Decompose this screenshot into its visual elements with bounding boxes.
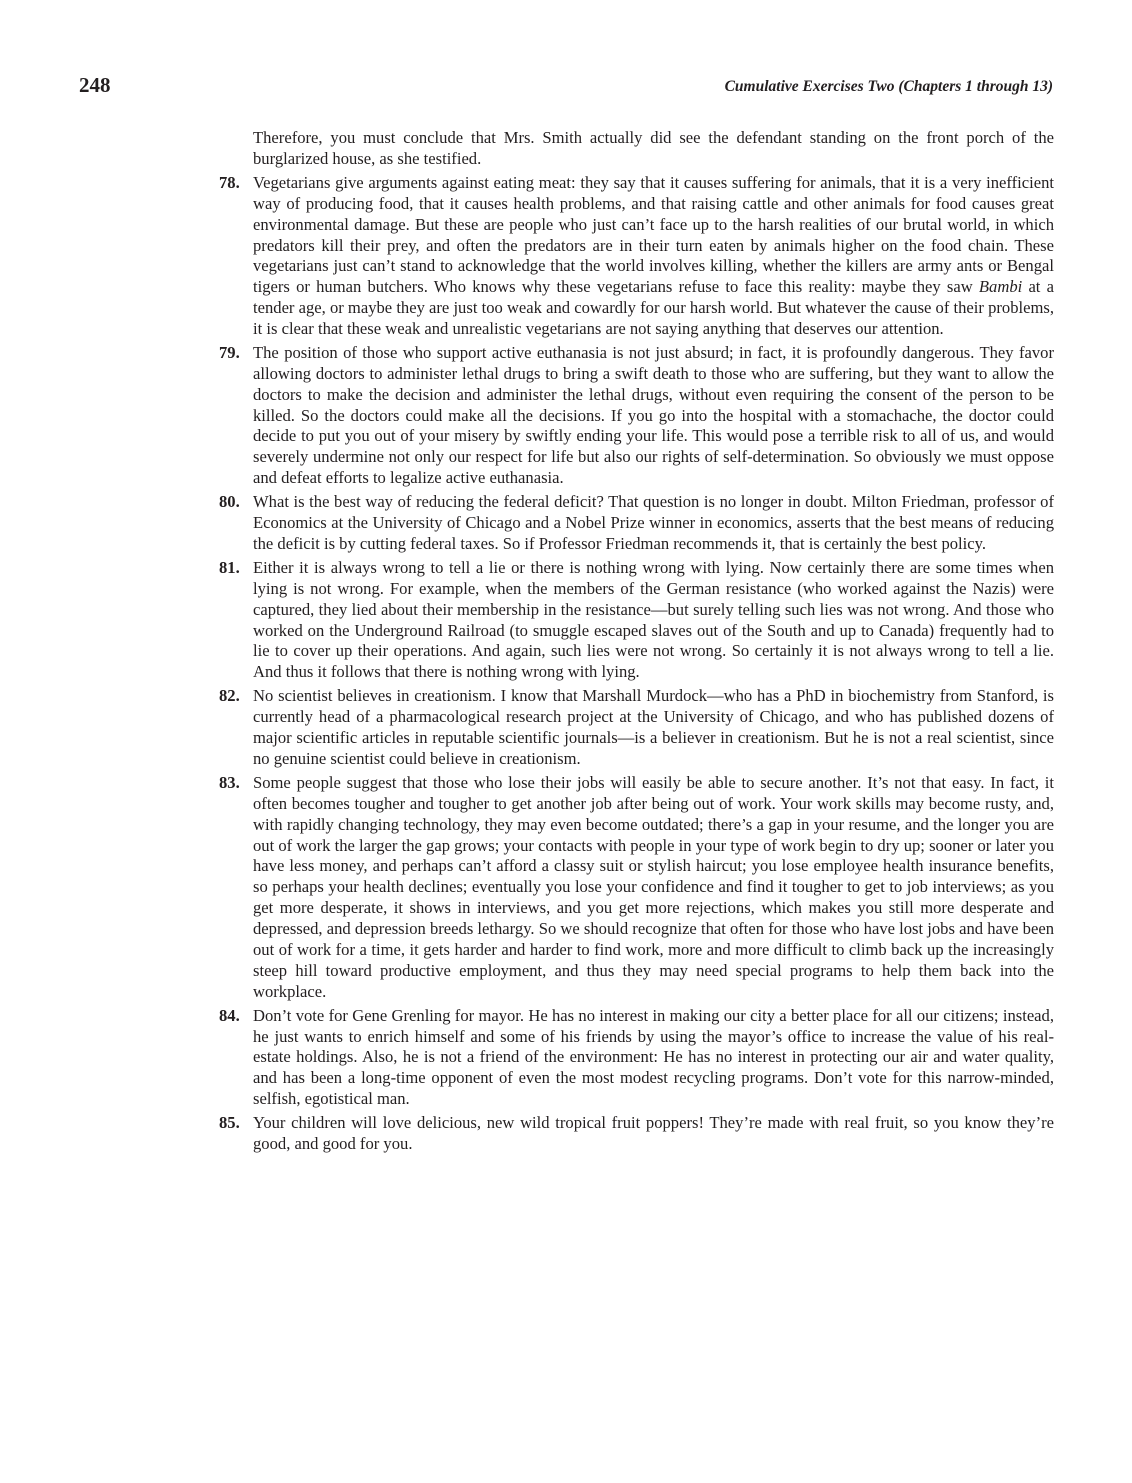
exercise-83 — [219, 773, 1054, 1002]
exercise-79 — [219, 343, 1054, 489]
exercise-text: Some people suggest that those who lose their jobs will easily be able to secure another. It’s not that easy. In fact, it often becomes tougher and tougher to get another job after being out of work. Your work skills may become rusty, and, with rapidly changing technology, they may even become outdated; there’s a gap in your resume, and the longer you are out of work the larger the gap grows; your contacts with people in your type of work begin to dry up; sooner or later you have less money, and perhaps can’t afford a classy suit or stylish haircut; you lose employee health insurance benefits, so perhaps your health declines; eventually you lose your confidence and find it tougher to get to job interviews; as you get more desperate, it shows in interviews, and you get more rejections, which makes you still more desperate and depressed, and depression breeds lethargy. So we should recognize that often for those who have lost jobs and have been out of work for a time, it gets harder and harder to find work, more and more difficult to climb back up the increasingly steep hill toward productive employment, and thus they may need special programs to help them back into the workplace. — [253, 773, 1054, 1001]
exercise-80 — [219, 492, 1054, 555]
film-title: Bambi — [978, 277, 1023, 297]
exercise-82 — [219, 686, 1054, 769]
exercise-text: No scientist believes in creationism. I know that Marshall Murdock—who has a PhD in biochemistry from Stanford, is currently head of a pharmacological research project at the University of Chicago, and who has published dozens of major scientific articles in reputable scientific journals—is a believer in creationism. But he is not a real scientist, since no genuine scientist could believe in creationism. — [253, 686, 1054, 768]
exercise-number: 83. — [219, 773, 240, 793]
exercise-84 — [219, 1005, 1054, 1110]
exercise-text: Your children will love delicious, new wild tropical fruit poppers! They’re made with real fruit, so you know they’re good, and good for you. — [253, 1113, 1054, 1154]
page-number: 248 — [79, 73, 111, 97]
exercise-78 — [219, 172, 1054, 340]
exercise-number: 85. — [219, 1113, 240, 1133]
exercise-number: 78. — [219, 172, 240, 192]
exercise-text: What is the best way of reducing the federal deficit? That question is no longer in doubt. Milton Friedman, professor of Economics at the University of Chicago and a Nobel Prize winner in economics, asserts that the best means of reducing the deficit is by cutting federal taxes. So if Professor Friedman recommends it, that is certainly the best policy. — [253, 492, 1054, 553]
exercise-85 — [219, 1113, 1054, 1155]
exercise-text — [253, 173, 1054, 340]
exercise-text-part: Vegetarians give arguments against eating meat: they say that it causes suffering for animals, that it is a very inefficient way of producing food, that it causes health problems, and that raising cattle and other animals for food causes great environmental damage. But these are people who just can’t face up to the harsh realities of our brutal world, in which predators kill their prey, and often the predators are in their turn eaten by animals higher on the food chain. These vegetarians just can’t stand to acknowledge that the world involves killing, whether the killers are army ants or Bengal tigers or human butchers. Who knows why these vegetarians refuse to face this reality: maybe they saw — [253, 172, 1054, 297]
exercise-text: Either it is always wrong to tell a lie or there is nothing wrong with lying. Now certainly there are some times when lying is not wrong. For example, when the members of the German resistance (who worked against the Nazis) were captured, they lied about their membership in the resistance—but surely telling such lies was not wrong. And those who worked on the Underground Railroad (to smuggle escaped slaves out of the South and up to Canada) frequently had to lie to cover up their operations. And again, such lies were not wrong. So certainly it is not always wrong to tell a lie. And thus it follows that there is nothing wrong with lying. — [253, 558, 1054, 682]
exercise-text-part: at a tender age, or maybe they are just too weak and cowardly for our harsh world. But whatever the cause of their problems, it is clear that these weak and unrealistic vegetarians are not saying anything that deserves our attention. — [253, 277, 1054, 338]
exercise-text: The position of those who support active euthanasia is not just absurd; in fact, it is profoundly dangerous. They favor allowing doctors to administer lethal drugs to bring a swift death to those who are suffering, but they want to allow the doctors to make the decision and administer the lethal drugs, without even requiring the consent of the person to be killed. So the doctors could make all the decisions. If you go into the hospital with a stomachache, the doctor could decide to put you out of your misery by swiftly ending your life. This would pose a terrible risk to all of us, and would severely undermine not only our respect for life but also our rights of self-determination. So obviously we must oppose and defeat efforts to legalize active euthanasia. — [253, 343, 1054, 488]
running-head: Cumulative Exercises Two (Chapters 1 through 13) — [724, 78, 1053, 95]
exercise-number: 81. — [219, 558, 240, 578]
exercise-81 — [219, 558, 1054, 683]
exercise-number: 79. — [219, 343, 240, 363]
continuation-paragraph: Therefore, you must conclude that Mrs. Smith actually did see the defendant standing on the front porch of the burglarized house, as she testified. — [253, 128, 1054, 168]
exercise-number: 82. — [219, 686, 240, 706]
exercise-number: 80. — [219, 492, 240, 512]
exercise-list — [219, 128, 1054, 1158]
exercise-text: Don’t vote for Gene Grenling for mayor. He has no interest in making our city a better place for all our citizens; instead, he just wants to enrich himself and some of his friends by using the mayor’s office to increase the value of his real-estate holdings. Also, he is not a friend of the environment: He has no interest in protecting our air and water quality, and has been a long-time opponent of even the most modest recycling programs. Don’t vote for this narrow-minded, selfish, egotistical man. — [253, 1005, 1054, 1109]
exercise-number: 84. — [219, 1005, 240, 1025]
